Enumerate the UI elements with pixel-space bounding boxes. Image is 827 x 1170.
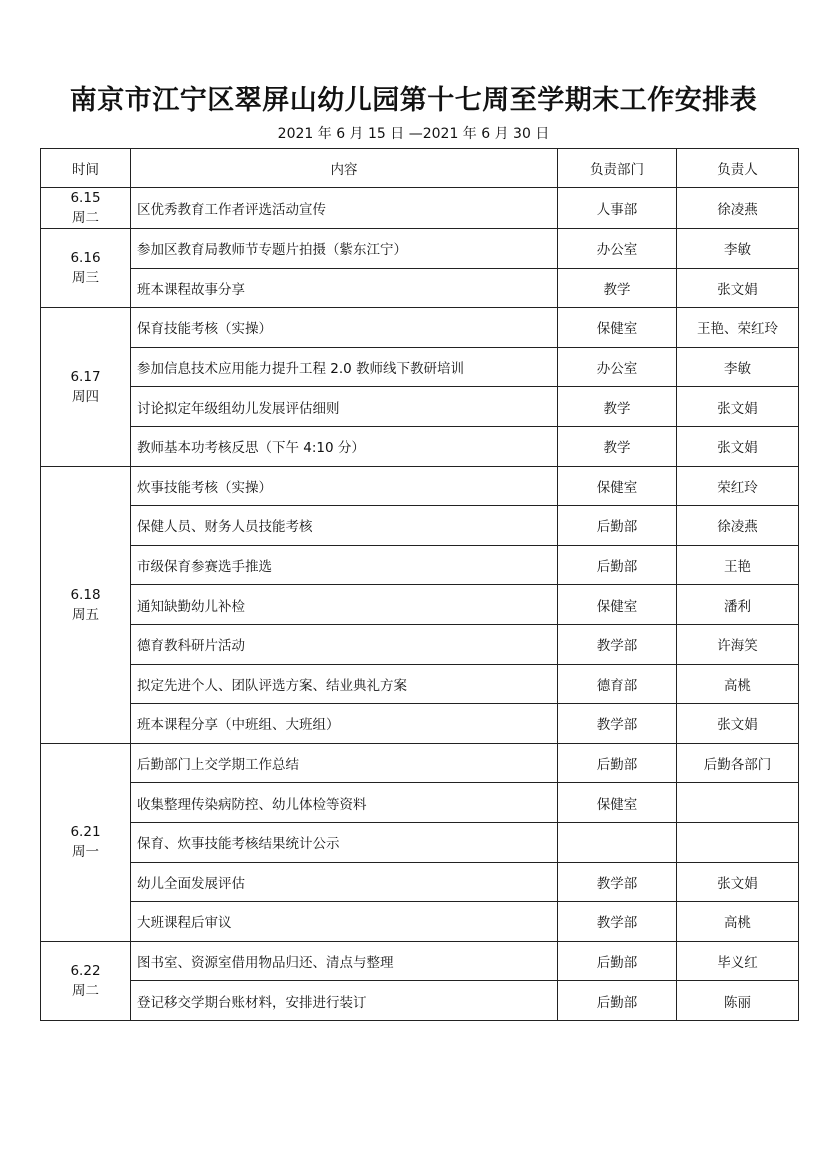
- person-cell: 张文娟: [677, 704, 799, 744]
- person-cell: 张文娟: [677, 862, 799, 902]
- table-row: [41, 822, 799, 862]
- content-cell: 通知缺勤幼儿补检: [131, 585, 558, 625]
- page-title: 南京市江宁区翠屏山幼儿园第十七周至学期末工作安排表: [69, 85, 758, 116]
- content-cell: 保健人员、财务人员技能考核: [131, 506, 558, 546]
- weekday-label: 周二: [72, 210, 99, 226]
- dept-cell: 教学部: [558, 902, 677, 942]
- schedule-table: [40, 148, 799, 1021]
- dept-cell: 办公室: [558, 229, 677, 269]
- date-range: 2021 年 6 月 15 日 —2021 年 6 月 30 日: [277, 126, 550, 142]
- table-row: [41, 268, 799, 308]
- date-label: 6.15: [70, 190, 101, 206]
- person-cell: 高桃: [677, 664, 799, 704]
- content-cell: 登记移交学期台账材料，安排进行装订: [131, 981, 558, 1021]
- dept-cell: 保健室: [558, 466, 677, 506]
- dept-cell: 后勤部: [558, 941, 677, 981]
- dept-cell: 教学部: [558, 704, 677, 744]
- header-dept: 负责部门: [558, 149, 677, 188]
- person-cell: 许海笑: [677, 624, 799, 664]
- person-cell: 张文娟: [677, 268, 799, 308]
- table-row: [41, 347, 799, 387]
- dept-cell: 人事部: [558, 188, 677, 229]
- date-cell: [41, 466, 131, 743]
- table-row: [41, 624, 799, 664]
- content-cell: 拟定先进个人、团队评选方案、结业典礼方案: [131, 664, 558, 704]
- table-row: [41, 862, 799, 902]
- person-cell: 陈丽: [677, 981, 799, 1021]
- weekday-label: 周三: [72, 270, 99, 287]
- header-time: 时间: [41, 149, 131, 188]
- table-row: [41, 545, 799, 585]
- table-row: [41, 585, 799, 625]
- person-cell: 徐凌燕: [677, 506, 799, 546]
- person-cell: 后勤各部门: [677, 743, 799, 783]
- table-row: [41, 308, 799, 348]
- content-cell: 德育教科研片活动: [131, 624, 558, 664]
- dept-cell: 办公室: [558, 347, 677, 387]
- weekday-label: 周二: [72, 982, 99, 999]
- dept-cell: 保健室: [558, 585, 677, 625]
- table-header-row: [41, 149, 799, 188]
- content-cell: 图书室、资源室借用物品归还、清点与整理: [131, 941, 558, 981]
- content-cell: 参加区教育局教师节专题片拍摄（紫东江宁）: [131, 229, 558, 269]
- date-cell: [41, 743, 131, 941]
- dept-cell: 后勤部: [558, 506, 677, 546]
- dept-cell: 教学部: [558, 862, 677, 902]
- dept-cell: 教学: [558, 426, 677, 466]
- person-cell: 王艳: [677, 545, 799, 585]
- date-label: 6.18: [70, 586, 101, 603]
- person-cell: 荣红玲: [677, 466, 799, 506]
- weekday-label: 周一: [72, 844, 99, 861]
- dept-cell: 保健室: [558, 783, 677, 823]
- dept-cell: 德育部: [558, 664, 677, 704]
- date-cell: [41, 308, 131, 466]
- person-cell: 张文娟: [677, 387, 799, 427]
- person-cell: 王艳、荣红玲: [677, 308, 799, 348]
- table-row: [41, 704, 799, 744]
- content-cell: 幼儿全面发展评估: [131, 862, 558, 902]
- table-row: [41, 902, 799, 942]
- dept-cell: 教学部: [558, 624, 677, 664]
- table-row: [41, 426, 799, 466]
- content-cell: 保育、炊事技能考核结果统计公示: [131, 822, 558, 862]
- person-cell: [677, 822, 799, 862]
- date-label: 6.22: [70, 962, 101, 979]
- table-row: [41, 743, 799, 783]
- dept-cell: 后勤部: [558, 545, 677, 585]
- content-cell: 炊事技能考核（实操）: [131, 466, 558, 506]
- date-cell: [41, 188, 131, 229]
- person-cell: 潘利: [677, 585, 799, 625]
- content-cell: 班本课程故事分享: [131, 268, 558, 308]
- table-row: [41, 188, 799, 229]
- table-row: [41, 664, 799, 704]
- weekday-label: 周五: [72, 606, 99, 623]
- content-cell: 教师基本功考核反思（下午 4:10 分）: [131, 426, 558, 466]
- date-cell: [41, 941, 131, 1020]
- table-row: [41, 387, 799, 427]
- date-label: 6.16: [70, 250, 101, 267]
- dept-cell: [558, 822, 677, 862]
- table-row: [41, 229, 799, 269]
- person-cell: 李敏: [677, 229, 799, 269]
- date-label: 6.17: [70, 368, 101, 385]
- content-cell: 市级保育参赛选手推选: [131, 545, 558, 585]
- content-cell: 后勤部门上交学期工作总结: [131, 743, 558, 783]
- table-row: [41, 981, 799, 1021]
- dept-cell: 后勤部: [558, 981, 677, 1021]
- content-cell: 区优秀教育工作者评选活动宣传: [131, 188, 558, 229]
- content-cell: 讨论拟定年级组幼儿发展评估细则: [131, 387, 558, 427]
- person-cell: 毕义红: [677, 941, 799, 981]
- dept-cell: 教学: [558, 387, 677, 427]
- person-cell: 张文娟: [677, 426, 799, 466]
- table-row: [41, 466, 799, 506]
- content-cell: 班本课程分享（中班组、大班组）: [131, 704, 558, 744]
- content-cell: 参加信息技术应用能力提升工程 2.0 教师线下教研培训: [131, 347, 558, 387]
- table-row: [41, 506, 799, 546]
- header-person: 负责人: [677, 149, 799, 188]
- date-label: 6.21: [70, 824, 101, 841]
- content-cell: 收集整理传染病防控、幼儿体检等资料: [131, 783, 558, 823]
- content-cell: 保育技能考核（实操）: [131, 308, 558, 348]
- dept-cell: 后勤部: [558, 743, 677, 783]
- person-cell: 高桃: [677, 902, 799, 942]
- dept-cell: 教学: [558, 268, 677, 308]
- content-cell: 大班课程后审议: [131, 902, 558, 942]
- date-cell: [41, 229, 131, 308]
- header-content: 内容: [131, 149, 558, 188]
- person-cell: 徐凌燕: [677, 188, 799, 229]
- table-row: [41, 783, 799, 823]
- schedule-body: [41, 188, 799, 1021]
- person-cell: [677, 783, 799, 823]
- weekday-label: 周四: [72, 388, 99, 405]
- table-row: [41, 941, 799, 981]
- dept-cell: 保健室: [558, 308, 677, 348]
- person-cell: 李敏: [677, 347, 799, 387]
